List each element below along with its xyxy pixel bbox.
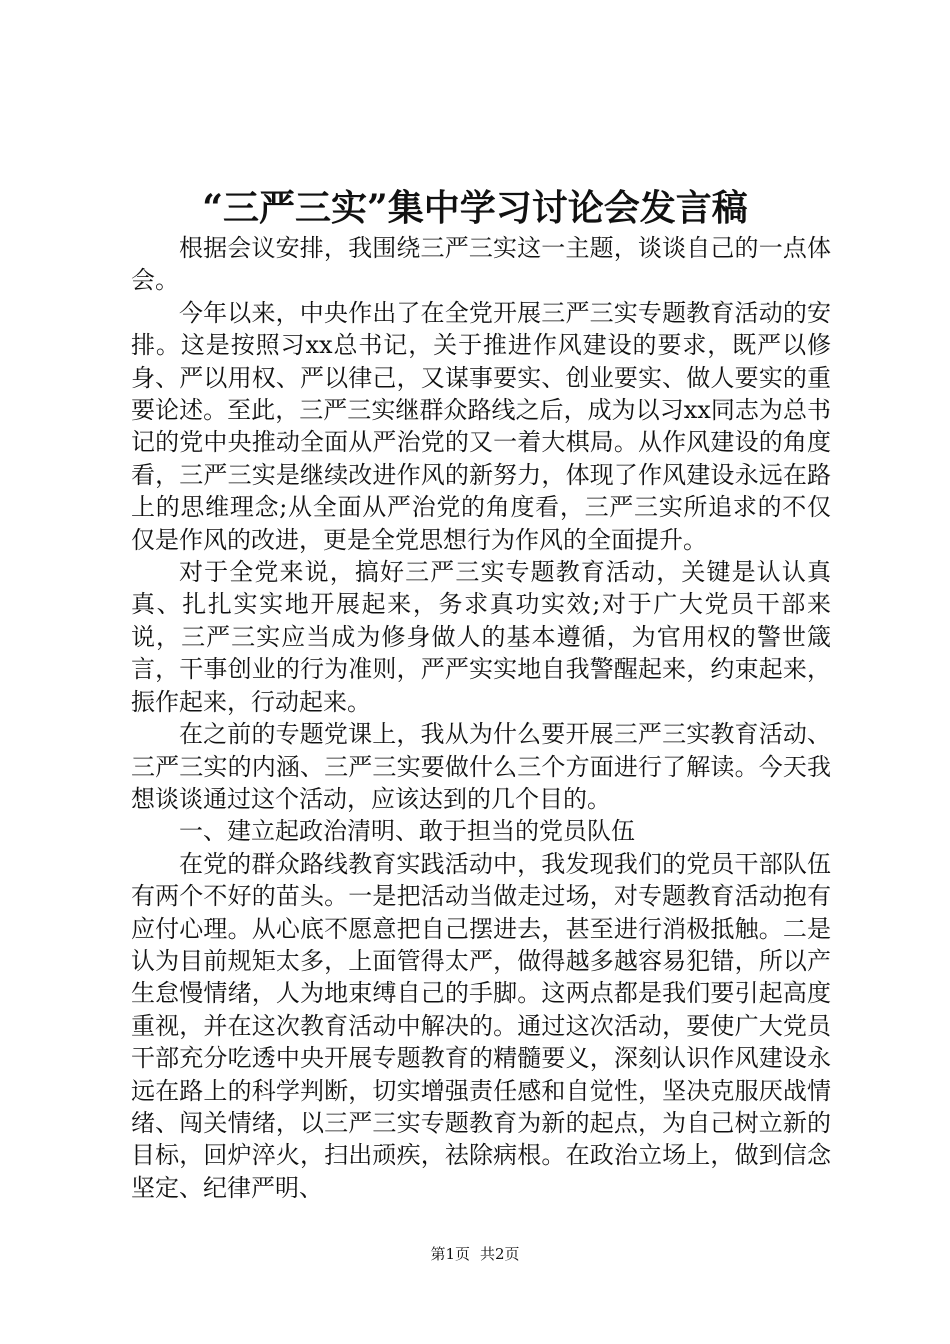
page-total: 共2页 xyxy=(480,1245,520,1263)
section-heading-1: 一、建立起政治清明、敢于担当的党员队伍 xyxy=(179,817,635,846)
paragraph-purpose: 在之前的专题党课上，我从为什么要开展三严三实教育活动、三严三实的内涵、三严三实要做什么三个方面进行了解读。今天我想谈谈通过这个活动，应该达到的几个目的。 xyxy=(131,720,831,813)
document-body xyxy=(131,232,831,1204)
page-number: 第1页 xyxy=(430,1245,470,1263)
page-footer xyxy=(0,1244,950,1264)
paragraph-section-1: 在党的群众路线教育实践活动中，我发现我们的党员干部队伍有两个不好的苗头。一是把活动当做走过场，对专题教育活动抱有应付心理。从心底不愿意把自己摆进去，甚至进行消极抵触。二是认为目前规矩太多，上面管得太严，做得越多越容易犯错，所以产生怠慢情绪，人为地束缚自己的手脚。这两点都是我们要引起高度重视，并在这次教育活动中解决的。通过这次活动，要使广大党员干部充分吃透中央开展专题教育的精髓要义，深刻认识作风建设永远在路上的科学判断，切实增强责任感和自觉性，坚决克服厌战情绪、闯关情绪，以三严三实专题教育为新的起点，为自己树立新的目标，回炉淬火，扫出顽疾，祛除病根。在政治立场上，做到信念坚定、纪律严明、 xyxy=(131,849,831,1202)
paragraph-background: 今年以来，中央作出了在全党开展三严三实专题教育活动的安排。这是按照习xx总书记，关于推进作风建设的要求，既严以修身、严以用权、严以律己，又谋事要实、创业要实、做人要实的重要论述。至此，三严三实继群众路线之后，成为以习xx同志为总书记的党中央推动全面从严治党的又一着大棋局。从作风建设的角度看，三严三实是继续改进作风的新努力，体现了作风建设永远在路上的思维理念;从全面从严治党的角度看，三严三实所追求的不仅仅是作风的改进，更是全党思想行为作风的全面提升。 xyxy=(131,298,831,554)
document-title: “三严三实”集中学习讨论会发言稿 xyxy=(202,187,748,229)
paragraph-intro: 根据会议安排，我围绕三严三实这一主题，谈谈自己的一点体会。 xyxy=(131,234,831,295)
paragraph-significance: 对于全党来说，搞好三严三实专题教育活动，关键是认认真真、扎扎实实地开展起来，务求真功实效;对于广大党员干部来说，三严三实应当成为修身做人的基本遵循，为官用权的警世箴言，干事创业的行为准则，严严实实地自我警醒起来，约束起来，振作起来，行动起来。 xyxy=(131,558,831,716)
